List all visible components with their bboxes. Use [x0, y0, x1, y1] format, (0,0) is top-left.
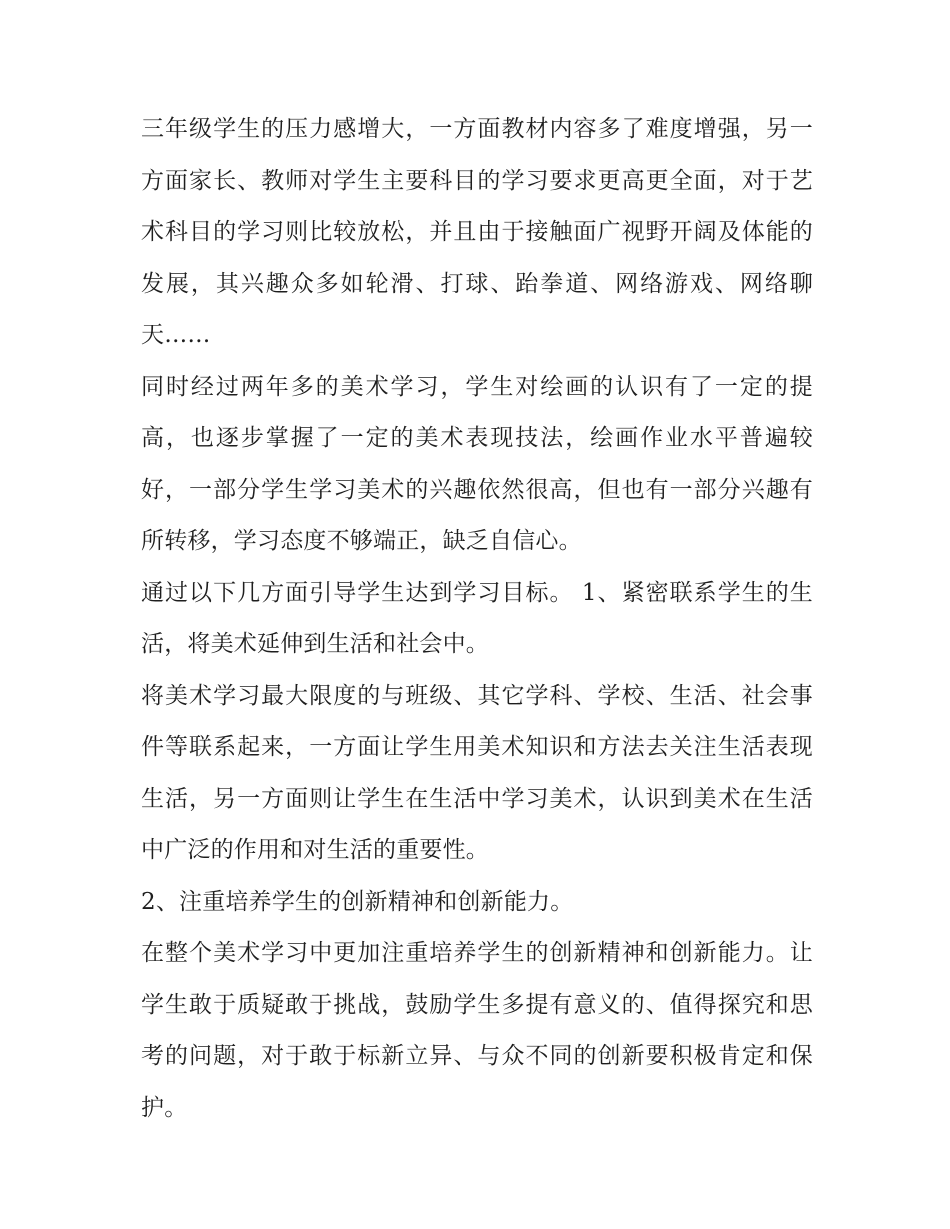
paragraph-connect-life: 将美术学习最大限度的与班级、其它学科、学校、生活、社会事件等联系起来，一方面让学生用美术知识和方法去关注生活表现生活，另一方面则让学生在生活中学习美术，认识到美术在生活中广泛的作用和对生活的重要性。: [141, 682, 813, 863]
document-body: [141, 104, 813, 1134]
paragraph-guidance: 通过以下几方面引导学生达到学习目标。 1、紧密联系学生的生活，将美术延伸到生活和社会中。: [141, 579, 813, 657]
paragraph-point-two-heading: 2、注重培养学生的创新精神和创新能力。: [141, 888, 574, 915]
paragraph-innovation: 在整个美术学习中更加注重培养学生的创新精神和创新能力。让学生敢于质疑敢于挑战，鼓励学生多提有意义的、值得探究和思考的问题，对于敢于标新立异、与众不同的创新要积极肯定和保护。: [141, 940, 813, 1121]
paragraph-progress: 同时经过两年多的美术学习，学生对绘画的认识有了一定的提高，也逐步掌握了一定的美术表现技法，绘画作业水平普遍较好，一部分学生学习美术的兴趣依然很高，但也有一部分兴趣有所转移，学习态度不够端正，缺乏自信心。: [141, 373, 813, 554]
paragraph-pressure: 三年级学生的压力感增大，一方面教材内容多了难度增强，另一方面家长、教师对学生主要科目的学习要求更高更全面，对于艺术科目的学习则比较放松，并且由于接触面广视野开阔及体能的发展，其兴趣众多如轮滑、打球、跆拳道、网络游戏、网络聊天……: [141, 116, 813, 348]
